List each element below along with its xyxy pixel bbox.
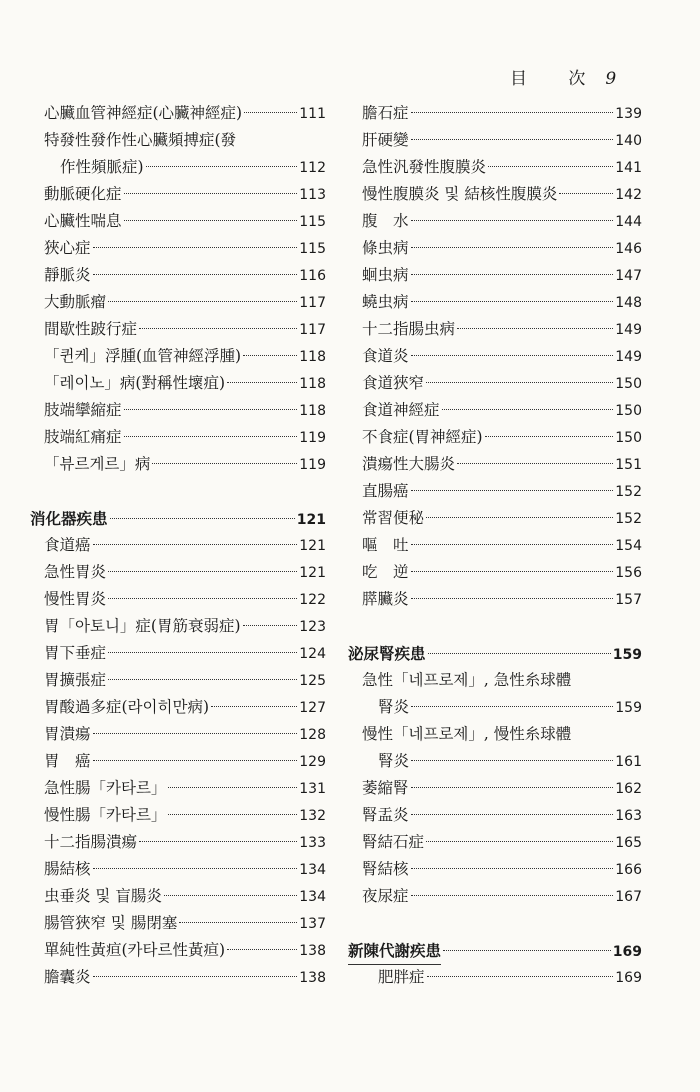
toc-entry (348, 694, 642, 721)
toc-entry-label: 夜尿症 (362, 887, 409, 905)
toc-entry-label: 胃「아토니」症(胃筋衰弱症) (44, 617, 241, 635)
toc-entry-label: 慢性腹膜炎 및 結核性腹膜炎 (362, 185, 558, 203)
toc-page-number: 150 (615, 376, 642, 392)
toc-entry-label: 蟯虫病 (362, 293, 409, 311)
toc-page-number: 166 (615, 862, 642, 878)
toc-page-number: 117 (299, 322, 326, 338)
toc-page-number: 148 (615, 295, 642, 311)
toc-entry (30, 856, 326, 883)
dot-leader (211, 706, 297, 707)
toc-entry-label: 「레이노」病(對稱性壞疽) (44, 374, 226, 392)
section-gap (348, 613, 642, 640)
toc-entry-label: 腎盂炎 (362, 806, 409, 824)
dot-leader (411, 598, 614, 599)
toc-page-number: 121 (299, 538, 326, 554)
toc-entry (30, 181, 326, 208)
toc-page-number: 140 (615, 133, 642, 149)
dot-leader (146, 166, 298, 167)
toc-page-number: 139 (615, 106, 642, 122)
dot-leader (139, 841, 297, 842)
toc-entry-label: 十二指腸虫病 (362, 320, 456, 338)
dot-leader (411, 895, 614, 896)
toc-entry (348, 721, 642, 748)
toc-entry-label: 不食症(胃神經症) (362, 428, 483, 446)
dot-leader (485, 436, 614, 437)
toc-entry (30, 721, 326, 748)
toc-entry (348, 667, 642, 694)
toc-entry-label: 「뷰르게르」病 (44, 455, 151, 473)
toc-page-number: 118 (299, 349, 326, 365)
toc-entry-label: 膽囊炎 (44, 968, 91, 986)
toc-left-column (30, 100, 326, 991)
toc-page-number: 121 (296, 512, 326, 528)
toc-entry-label: 腸結核 (44, 860, 91, 878)
toc-entry-label: 胃下垂症 (44, 644, 107, 662)
toc-entry (348, 424, 642, 451)
dot-leader (411, 787, 614, 788)
dot-leader (244, 112, 297, 113)
dot-leader (124, 436, 298, 437)
toc-entry-label: 肢端攣縮症 (44, 401, 122, 419)
toc-entry-label: 胃擴張症 (44, 671, 107, 689)
toc-section-heading (348, 640, 642, 667)
toc-entry-label: 間歇性跛行症 (44, 320, 138, 338)
toc-entry (30, 424, 326, 451)
toc-page-number: 134 (299, 889, 326, 905)
toc-page-number: 131 (299, 781, 326, 797)
toc-page-number: 118 (299, 403, 326, 419)
dot-leader (411, 760, 613, 761)
dot-leader (124, 220, 298, 221)
dot-leader (411, 247, 614, 248)
toc-page-number: 165 (615, 835, 642, 851)
toc-entry-label: 肢端紅痛症 (44, 428, 122, 446)
toc-entry (348, 397, 642, 424)
section-gap (30, 478, 326, 505)
toc-page-number: 159 (615, 700, 642, 716)
toc-page-number: 152 (615, 484, 642, 500)
dot-leader (426, 841, 613, 842)
dot-leader (124, 409, 298, 410)
toc-entry (30, 235, 326, 262)
toc-section-heading (348, 937, 642, 964)
toc-page-number: 147 (615, 268, 642, 284)
dot-leader (93, 868, 298, 869)
dot-leader (108, 571, 297, 572)
dot-leader (411, 112, 614, 113)
toc-page-number: 117 (299, 295, 326, 311)
toc-page-number: 127 (299, 700, 326, 716)
toc-entry-label: 作性頻脈症) (60, 158, 144, 176)
dot-leader (108, 679, 297, 680)
dot-leader (93, 733, 298, 734)
toc-entry (348, 181, 642, 208)
toc-entry-label: 特發性發作性心臟頻搏症(發 (44, 131, 237, 149)
toc-entry-label: 腸管狹窄 및 腸閉塞 (44, 914, 178, 932)
toc-entry-label: 心臟性喘息 (44, 212, 122, 230)
toc-page-number: 157 (615, 592, 642, 608)
toc-entry-label: 食道狹窄 (362, 374, 425, 392)
toc-entry-label: 腎炎 (378, 698, 410, 716)
toc-entry-label: 胃 癌 (44, 752, 91, 770)
toc-page-number: 144 (615, 214, 642, 230)
toc-entry (348, 856, 642, 883)
toc-entry (30, 586, 326, 613)
toc-entry-label: 食道炎 (362, 347, 409, 365)
header-title: 目 次 (510, 69, 604, 89)
toc-entry (348, 802, 642, 829)
toc-entry-label: 新陳代謝疾患 (348, 937, 441, 965)
toc-entry (30, 559, 326, 586)
toc-entry (30, 451, 326, 478)
toc-entry-label: 急性腸「카타르」 (44, 779, 167, 797)
toc-entry (30, 370, 326, 397)
toc-page-number: 167 (615, 889, 642, 905)
toc-entry-label: 胃潰瘍 (44, 725, 91, 743)
toc-entry (348, 127, 642, 154)
dot-leader (93, 544, 298, 545)
toc-entry-label: 肥胖症 (378, 968, 425, 986)
toc-page-number: 113 (299, 187, 326, 203)
dot-leader (168, 787, 297, 788)
toc-page-number: 133 (299, 835, 326, 851)
toc-page-number: 123 (299, 619, 326, 635)
dot-leader (411, 139, 614, 140)
toc-entry (30, 748, 326, 775)
toc-page-number: 138 (299, 943, 326, 959)
toc-entry-label: 泌尿腎疾患 (348, 644, 426, 663)
dot-leader (411, 814, 614, 815)
toc-entry-label: 直腸癌 (362, 482, 409, 500)
dot-leader (243, 355, 297, 356)
toc-page-number: 118 (299, 376, 326, 392)
toc-entry (348, 559, 642, 586)
toc-entry (30, 802, 326, 829)
toc-entry-label: 食道神經症 (362, 401, 440, 419)
toc-entry (348, 370, 642, 397)
toc-page-number: 138 (299, 970, 326, 986)
toc-page-number: 152 (615, 511, 642, 527)
toc-page-number: 149 (615, 349, 642, 365)
toc-entry (348, 343, 642, 370)
toc-entry-label: 十二指腸潰瘍 (44, 833, 138, 851)
toc-page-number: 115 (299, 241, 326, 257)
toc-page-number: 159 (612, 647, 642, 663)
dot-leader (411, 301, 614, 302)
toc-entry-label: 萎縮腎 (362, 779, 409, 797)
dot-leader (411, 220, 614, 221)
toc-entry-label: 吃 逆 (362, 563, 409, 581)
dot-leader (93, 274, 298, 275)
dot-leader (152, 463, 297, 464)
toc-page-number: 132 (299, 808, 326, 824)
toc-entry-label: 虫垂炎 및 盲腸炎 (44, 887, 162, 905)
dot-leader (457, 328, 613, 329)
toc-entry (30, 343, 326, 370)
toc-entry-label: 靜脈炎 (44, 266, 91, 284)
toc-entry (30, 613, 326, 640)
toc-entry (348, 100, 642, 127)
toc-entry (30, 640, 326, 667)
toc-page-number: 142 (615, 187, 642, 203)
toc-entry-label: 肝硬變 (362, 131, 409, 149)
dot-leader (108, 598, 297, 599)
toc-page-number: 119 (299, 430, 326, 446)
toc-entry-label: 腹 水 (362, 212, 409, 230)
toc-entry (30, 100, 326, 127)
dot-leader (411, 706, 613, 707)
dot-leader (93, 976, 298, 977)
toc-entry (348, 748, 642, 775)
dot-leader (427, 976, 614, 977)
toc-entry (348, 586, 642, 613)
toc-entry (30, 910, 326, 937)
toc-entry (30, 127, 326, 154)
toc-page-number: 124 (299, 646, 326, 662)
toc-entry (348, 154, 642, 181)
toc-page-number: 111 (299, 106, 326, 122)
toc-entry-label: 腎炎 (378, 752, 410, 770)
dot-leader (443, 950, 611, 951)
toc-entry-label: 潰瘍性大腸炎 (362, 455, 456, 473)
toc-entry-label: 急性汎發性腹膜炎 (362, 158, 487, 176)
toc-entry (348, 316, 642, 343)
toc-entry (348, 829, 642, 856)
toc-entry-label: 急性「네프로제」, 急性糸球體 (362, 671, 572, 689)
toc-page-number: 149 (615, 322, 642, 338)
toc-page-number: 150 (615, 430, 642, 446)
toc-page-number: 134 (299, 862, 326, 878)
dot-leader (488, 166, 613, 167)
dot-leader (108, 301, 297, 302)
toc-page-number: 125 (299, 673, 326, 689)
toc-entry (30, 154, 326, 181)
toc-page-number: 154 (615, 538, 642, 554)
toc-page-number: 156 (615, 565, 642, 581)
toc-page-number: 151 (615, 457, 642, 473)
dot-leader (411, 544, 614, 545)
toc-entry-label: 慢性「네프로제」, 慢性糸球體 (362, 725, 572, 743)
dot-leader (168, 814, 297, 815)
toc-entry-label: 狹心症 (44, 239, 91, 257)
toc-entry (30, 883, 326, 910)
dot-leader (227, 382, 297, 383)
toc-entry (348, 235, 642, 262)
dot-leader (164, 895, 297, 896)
toc-entry-label: 常習便秘 (362, 509, 425, 527)
toc-entry (348, 883, 642, 910)
dot-leader (110, 518, 295, 519)
section-gap (348, 910, 642, 937)
toc-page-number: 137 (299, 916, 326, 932)
toc-page-number: 162 (615, 781, 642, 797)
toc-entry (30, 829, 326, 856)
toc-entry-label: 食道癌 (44, 536, 91, 554)
dot-leader (411, 571, 614, 572)
toc-entry (30, 937, 326, 964)
header-page-number: 9 (605, 69, 618, 89)
toc-entry-label: 單純性黃疸(카타르性黃疸) (44, 941, 226, 959)
toc-entry-label: 急性胃炎 (44, 563, 107, 581)
toc-entry-label: 慢性腸「카타르」 (44, 806, 167, 824)
dot-leader (559, 193, 613, 194)
page-header (510, 64, 617, 89)
toc-page-number: 112 (299, 160, 326, 176)
toc-page-number: 161 (615, 754, 642, 770)
toc-entry (30, 316, 326, 343)
toc-entry (30, 262, 326, 289)
toc-page-number: 169 (612, 944, 642, 960)
dot-leader (411, 355, 614, 356)
dot-leader (411, 868, 614, 869)
toc-entry (348, 289, 642, 316)
dot-leader (457, 463, 613, 464)
toc-entry-label: 消化器疾患 (30, 509, 108, 528)
toc-entry-label: 條虫病 (362, 239, 409, 257)
toc-entry-label: 腎結核 (362, 860, 409, 878)
toc-page-number: 146 (615, 241, 642, 257)
dot-leader (428, 653, 611, 654)
toc-entry (30, 208, 326, 235)
dot-leader (124, 193, 298, 194)
toc-entry (348, 775, 642, 802)
dot-leader (442, 409, 614, 410)
toc-entry (30, 964, 326, 991)
toc-entry (30, 667, 326, 694)
dot-leader (179, 922, 297, 923)
toc-entry-label: 心臟血管神經症(心臟神經症) (44, 104, 243, 122)
toc-entry-label: 腎結石症 (362, 833, 425, 851)
toc-entry-label: 大動脈瘤 (44, 293, 107, 311)
dot-leader (139, 328, 297, 329)
toc-entry-label: 蛔虫病 (362, 266, 409, 284)
toc-entry-label: 動脈硬化症 (44, 185, 122, 203)
dot-leader (108, 652, 297, 653)
toc-section-heading (30, 505, 326, 532)
toc-entry-label: 「퀸케」浮腫(血管神經浮腫) (44, 347, 242, 365)
toc-page-number: 163 (615, 808, 642, 824)
toc-page-number: 150 (615, 403, 642, 419)
toc-entry-label: 嘔 吐 (362, 536, 409, 554)
toc-page-number: 115 (299, 214, 326, 230)
toc-entry (348, 532, 642, 559)
toc-entry (30, 694, 326, 721)
toc-entry-label: 慢性胃炎 (44, 590, 107, 608)
dot-leader (243, 625, 298, 626)
toc-right-column (348, 100, 642, 991)
toc-entry (348, 478, 642, 505)
dot-leader (411, 490, 614, 491)
dot-leader (227, 949, 297, 950)
toc-entry (348, 451, 642, 478)
toc-entry (30, 775, 326, 802)
toc-entry (348, 262, 642, 289)
toc-page-number: 122 (299, 592, 326, 608)
toc-page-number: 169 (615, 970, 642, 986)
toc-page-number: 121 (299, 565, 326, 581)
toc-entry (348, 208, 642, 235)
toc-entry (348, 964, 642, 991)
toc-entry-label: 膽石症 (362, 104, 409, 122)
dot-leader (426, 382, 613, 383)
dot-leader (93, 760, 298, 761)
dot-leader (93, 247, 298, 248)
toc-page-number: 116 (299, 268, 326, 284)
dot-leader (411, 274, 614, 275)
dot-leader (426, 517, 613, 518)
toc-page-number: 119 (299, 457, 326, 473)
toc-page-number: 129 (299, 754, 326, 770)
toc-entry (30, 289, 326, 316)
toc-entry (30, 397, 326, 424)
toc-page-number: 141 (615, 160, 642, 176)
toc-entry (30, 532, 326, 559)
toc-entry-label: 胃酸過多症(라이히만病) (44, 698, 209, 716)
toc-entry (348, 505, 642, 532)
toc-page-number: 128 (299, 727, 326, 743)
toc-entry-label: 膵臟炎 (362, 590, 409, 608)
